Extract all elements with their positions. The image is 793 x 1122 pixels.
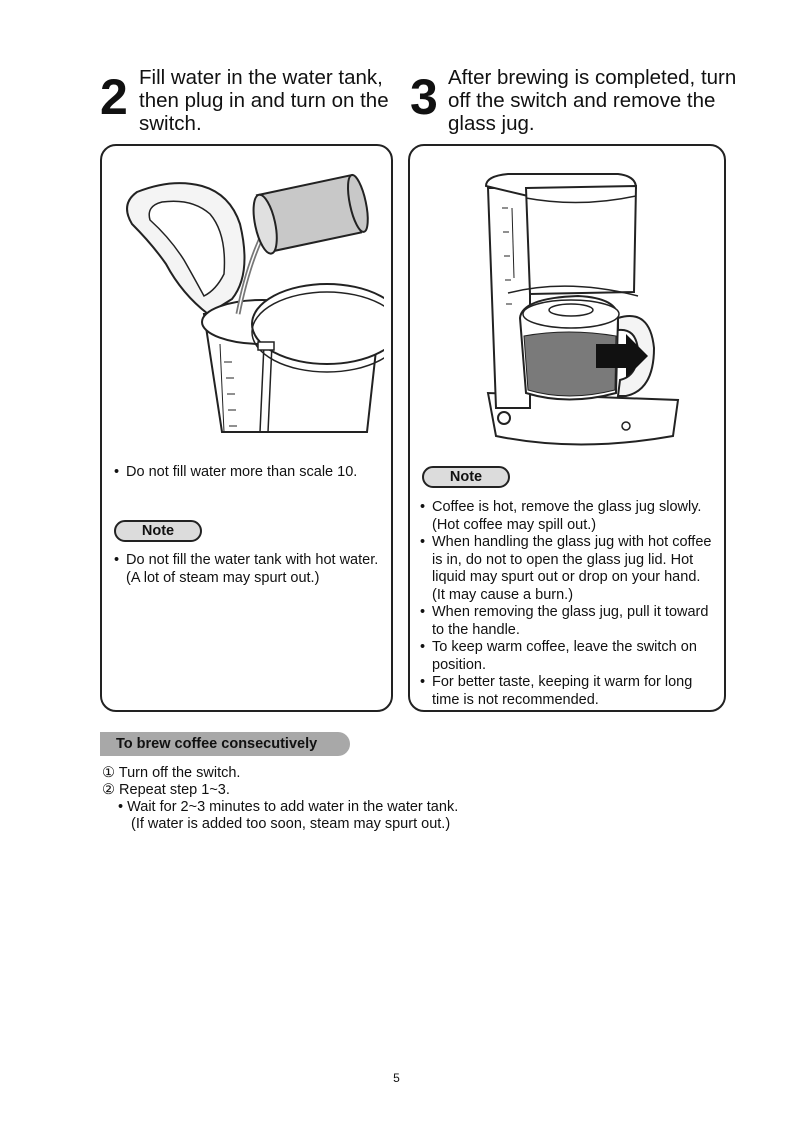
consecutive-steam-warning: (If water is added too soon, steam may spurt out.) — [131, 816, 451, 832]
step-number: 2 — [100, 69, 128, 125]
step-number: 3 — [410, 69, 438, 125]
step-3-panel — [408, 144, 726, 712]
list-item: • Do not fill the water tank with hot water. (A lot of steam may spurt out.) — [114, 552, 384, 587]
step-instruction: After brewing is completed, turn off the switch and remove the glass jug. — [448, 66, 737, 135]
list-item: • To keep warm coffee, leave the switch on position. — [420, 639, 716, 674]
consecutive-brew-heading: To brew coffee consecutively — [100, 732, 350, 756]
list-item: • Do not fill water more than scale 10. — [114, 464, 384, 482]
step-2-note-list — [114, 552, 384, 587]
step-instruction: Fill water in the water tank, then plug in and turn on the switch. — [139, 66, 389, 135]
step-2-bullet-list — [114, 464, 384, 482]
page-number: 5 — [393, 1071, 400, 1085]
step-2-panel — [100, 144, 393, 712]
list-item: • When removing the glass jug, pull it toward to the handle. — [420, 604, 716, 639]
coffee-maker-remove-jug-illustration — [468, 168, 688, 448]
list-item: • Coffee is hot, remove the glass jug slowly. (Hot coffee may spill out.) — [420, 499, 716, 534]
consecutive-step-1: ① Turn off the switch. — [102, 765, 241, 781]
step-3-note-list — [420, 499, 716, 709]
list-item: • When handling the glass jug with hot coffee is in, do not to open the glass jug lid. Hot liquid may spurt out or drop on your hand. (It may cause a burn.) — [420, 534, 716, 604]
list-item: • For better taste, keeping it warm for long time is not recommended. — [420, 674, 716, 709]
consecutive-step-2: ② Repeat step 1~3. — [102, 782, 230, 798]
filling-water-tank-illustration — [112, 164, 384, 434]
note-label: Note — [422, 466, 510, 488]
note-label: Note — [114, 520, 202, 542]
consecutive-wait-note: • Wait for 2~3 minutes to add water in the water tank. — [118, 799, 459, 815]
